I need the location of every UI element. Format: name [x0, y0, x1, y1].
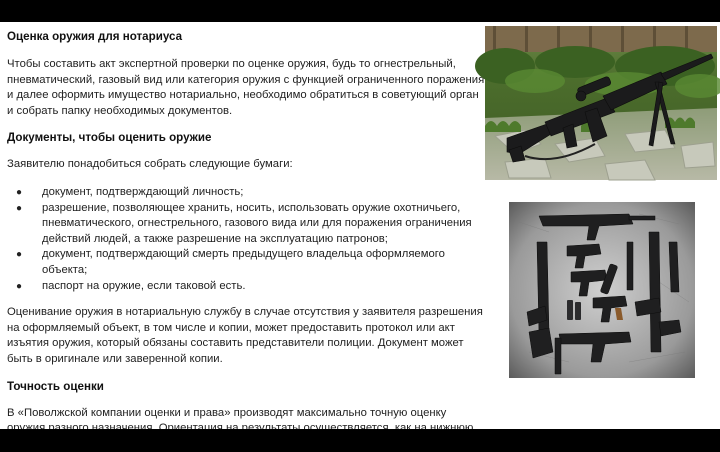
bottom-letterbox-bar: [0, 429, 720, 450]
document-page: [0, 22, 720, 429]
list-item: [7, 185, 485, 201]
list-item-text: документ, подтверждающий смерть предыдущего владельца оформляемого объекта;: [42, 248, 445, 276]
bullet-icon: ●: [16, 201, 22, 217]
list-item: [7, 201, 485, 248]
weapons-collection-illustration: [509, 202, 695, 378]
list-item-text: разрешение, позволяющее хранить, носить, использовать оружие охотничьего, пневматического, огнестрельного, газового вида или для поражения ограничения действий людей, а также разрешение на эксплуатацию патронов;: [42, 202, 472, 245]
list-item: [7, 279, 485, 295]
heading-notary-evaluation: Оценка оружия для нотариуса: [7, 29, 485, 44]
heading-documents: Документы, чтобы оценить оружие: [7, 130, 485, 145]
article-text: [7, 22, 485, 452]
rifle-photo-illustration: [485, 26, 717, 180]
top-letterbox-bar: [0, 0, 720, 22]
rifle-photo: [485, 26, 717, 180]
list-item-text: документ, подтверждающий личность;: [42, 186, 243, 198]
weapons-collection-photo: [509, 202, 695, 378]
paragraph-accuracy: В «Поволжской компании оценки и права» производят максимально точную оценку: [7, 406, 485, 452]
paragraph-notary-intro: Чтобы составить акт экспертной проверки по оценке оружия, будь то огнестрельный, пневматический, газовый вид или категория оружия с функцией ограниченного поражения и далее оформить имущество нотариально, необходимо обратиться в советующий орган и собрать папку необходимых документов.: [7, 57, 485, 119]
documents-list: [7, 185, 485, 294]
bullet-icon: ●: [16, 279, 22, 295]
bullet-icon: ●: [16, 247, 22, 263]
heading-accuracy: Точность оценки: [7, 379, 485, 394]
bullet-icon: ●: [16, 185, 22, 201]
paragraph-documents-intro: Заявителю понадобиться собрать следующие бумаги:: [7, 157, 485, 173]
list-item-text: паспорт на оружие, если таковой есть.: [42, 280, 246, 292]
list-item: [7, 247, 485, 278]
paragraph-seizure-protocol: Оценивание оружия в нотариальную службу в случае отсутствия у заявителя разрешения на оформляемый объект, в том числе и копии, может предоставить протокол или акт изъятия оружия, который обязаны составить представители полиции. Документ может быть в оригинале или заверенной копии.: [7, 305, 485, 367]
